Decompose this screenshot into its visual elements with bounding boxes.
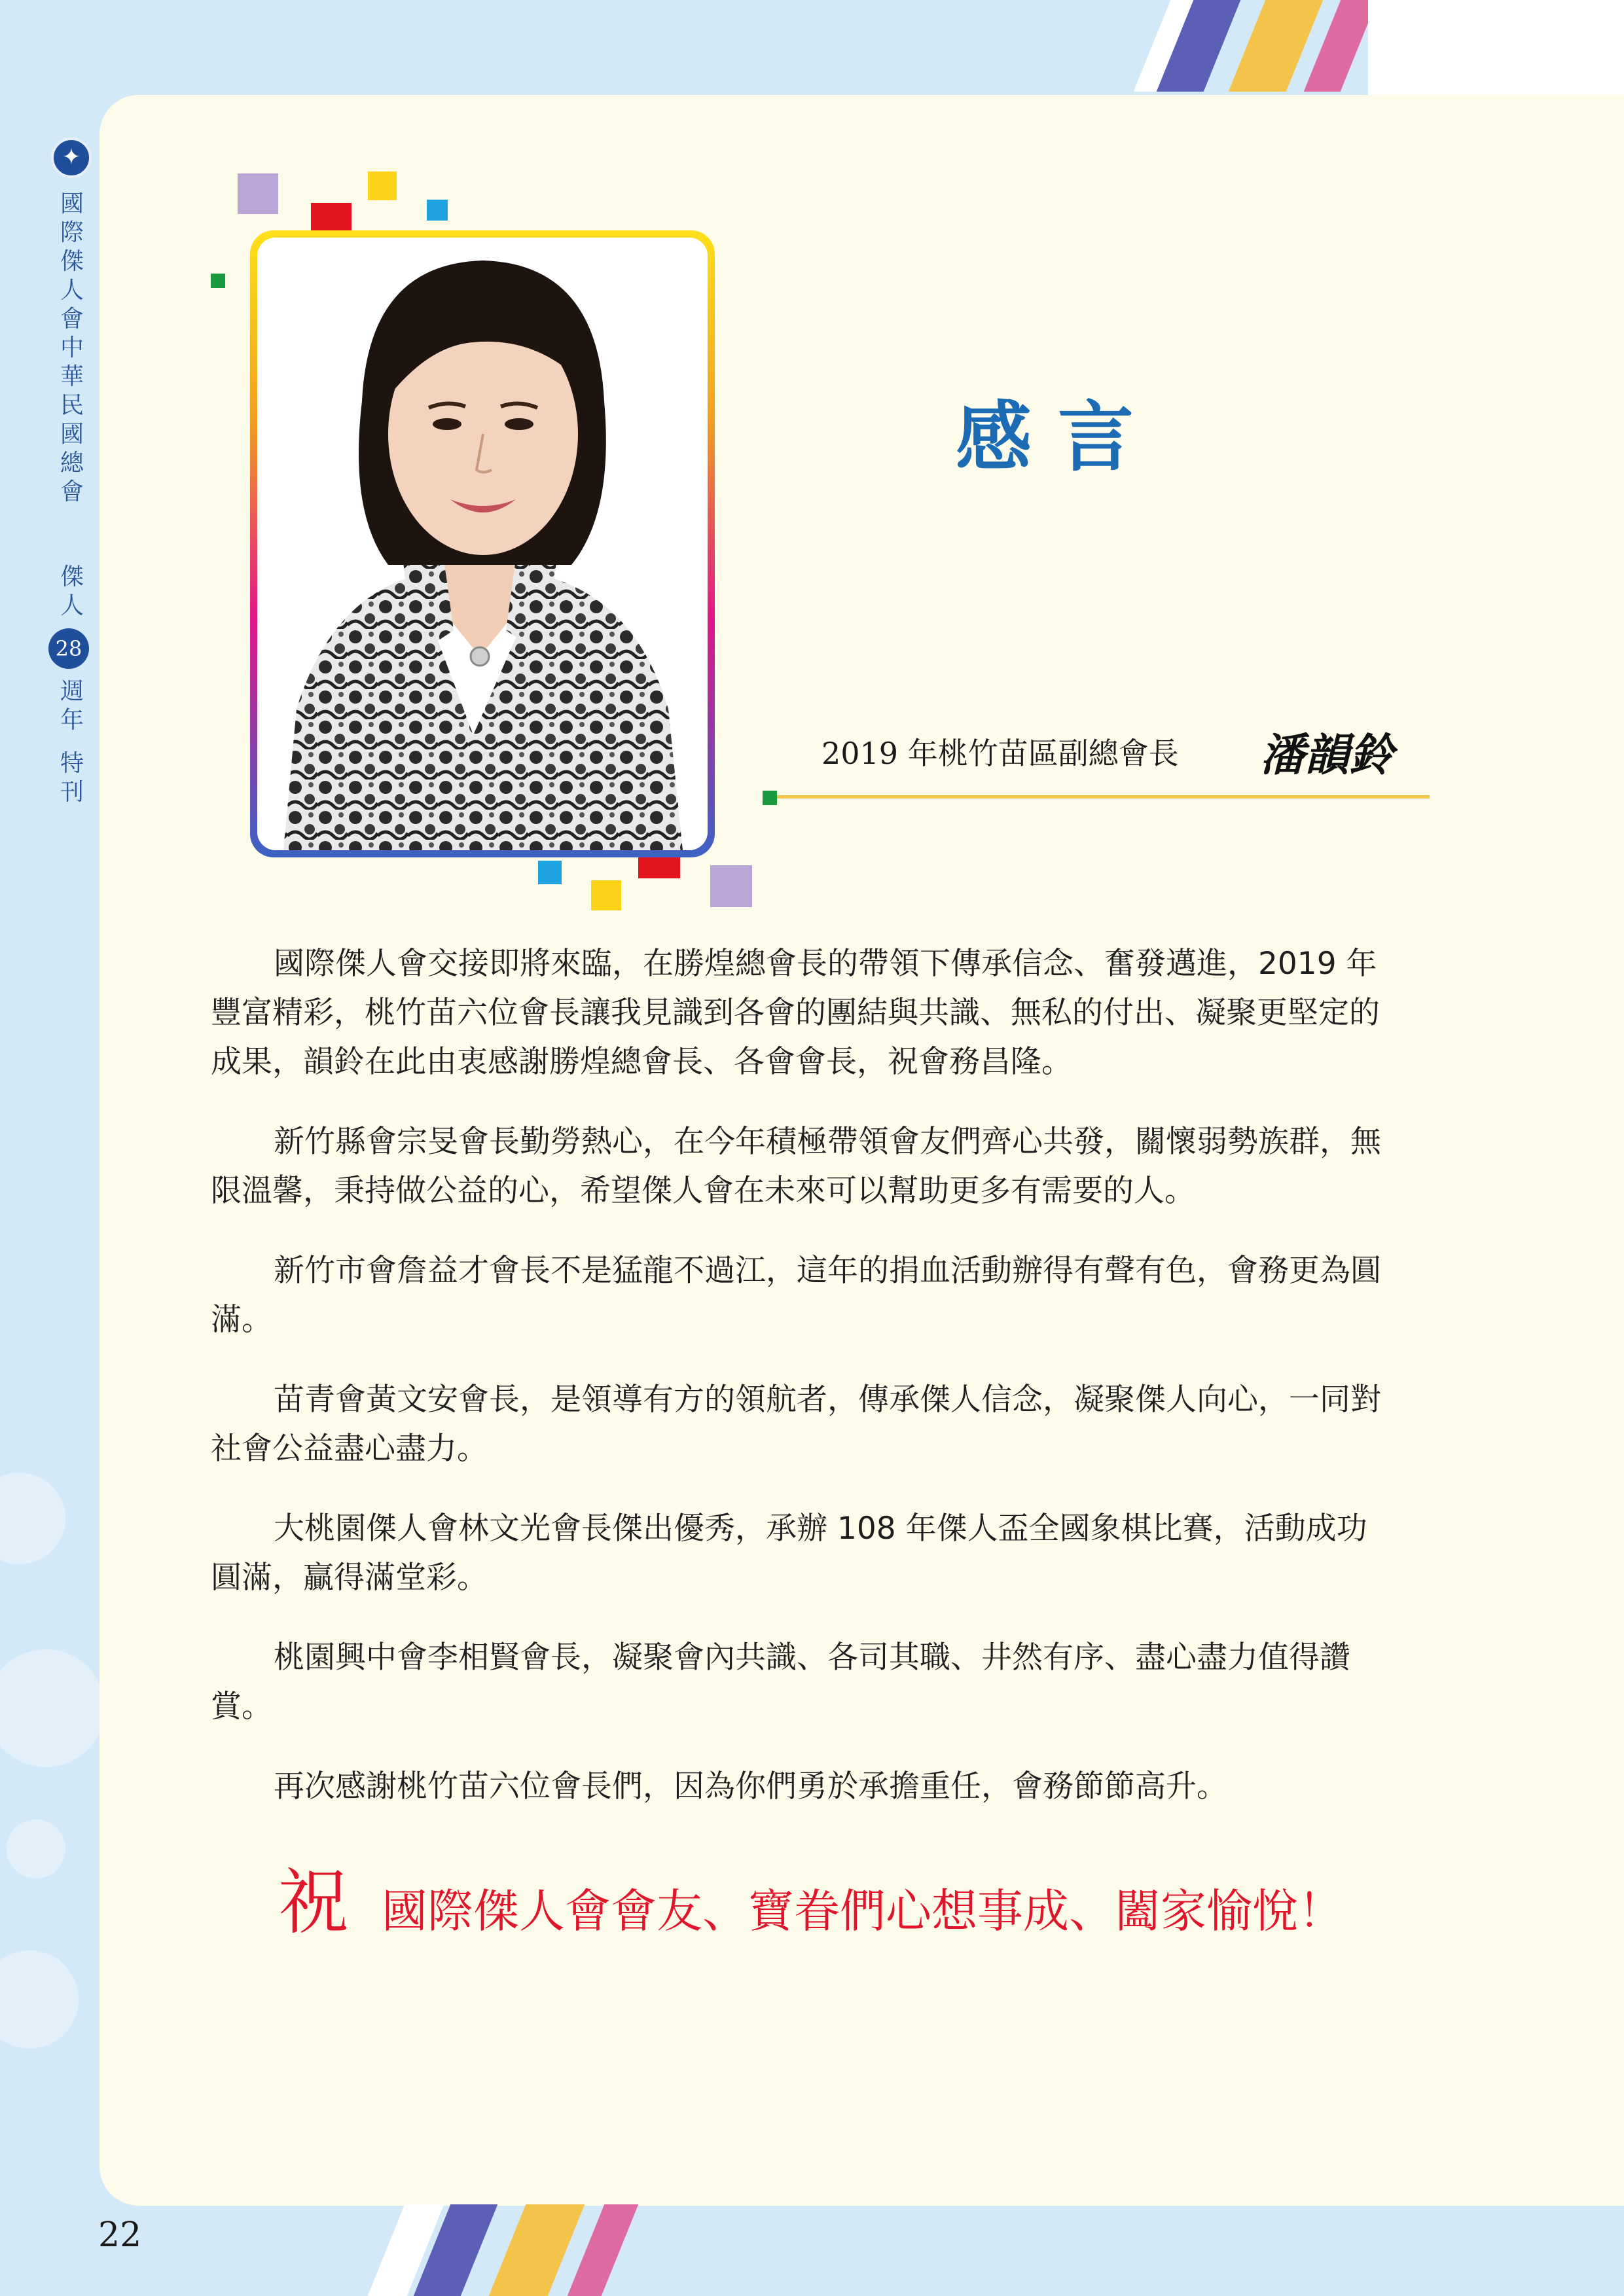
paragraph: 大桃園傑人會林文光會長傑出優秀，承辦 108 年傑人盃全國象棋比賽，活動成功圓滿，贏得滿堂彩。 [211,1511,1367,1596]
anniversary-badge: 28 [48,628,89,669]
portrait-photo [257,238,708,850]
closing-big-char: 祝 [278,1862,350,1944]
top-white-corner [1368,0,1624,95]
background-bubble [0,1473,65,1564]
org-logo-icon: ✦ [51,137,92,178]
portrait-frame [250,230,715,857]
portrait-illustration [257,238,708,850]
background-bubble [0,1950,79,2049]
author-signature: 潘韻鈴 [1260,729,1394,781]
page-title: 感言 [956,393,1160,482]
sidebar-org-name: 國 際 傑 人 會 中 華 民 國 總 會 [60,190,84,505]
confetti-square [211,274,225,288]
paragraph: 新竹市會詹益才會長不是猛龍不過江，這年的捐血活動辦得有聲有色，會務更為圓滿。 [211,1253,1381,1338]
paragraph: 新竹縣會宗旻會長勤勞熱心，在今年積極帶領會友們齊心共發，關懷弱勢族群，無限溫馨，秉持做公益的心，希望傑人會在未來可以幫助更多有需要的人。 [211,1124,1381,1209]
page-number: 22 [98,2215,142,2255]
sidebar-jc-label: 傑 人 [60,564,84,619]
confetti-square [538,861,562,884]
confetti-square [427,200,448,221]
confetti-square [368,171,397,200]
confetti-square [311,203,352,230]
sidebar-edition-label: 週 年 特 刊 [60,678,84,806]
paragraph: 國際傑人會交接即將來臨，在勝煌總會長的帶領下傳承信念、奮發邁進，2019 年豐富精彩，桃竹苗六位會長讓我見識到各會的團結與共識、無私的付出、凝聚更堅定的成果，韻鈴在此由衷感謝勝煌總會長、各會會長，祝會務昌隆。 [211,946,1380,1080]
closing-text: 國際傑人會會友、寶眷們心想事成、闔家愉悅！ [382,1884,1344,1938]
bottom-stripe-yellow [489,2204,585,2296]
paragraph: 再次感謝桃竹苗六位會長們，因為你們勇於承擔重任，會務節節高升。 [274,1768,1227,1804]
byline-rule [767,795,1430,798]
paragraph: 桃園興中會李相賢會長，凝聚會內共識、各司其職、井然有序、盡心盡力值得讚賞。 [211,1640,1350,1725]
closing-wish [278,1846,1344,1947]
rule-accent-square [763,791,777,805]
paragraph: 苗青會黃文安會長，是領導有方的領航者，傳承傑人信念，凝聚傑人向心，一同對社會公益盡心盡力。 [211,1382,1381,1467]
background-bubble [7,1820,65,1878]
confetti-square [710,865,752,907]
confetti-square [638,856,680,878]
background-bubble [0,1649,105,1767]
article-body [211,939,1382,1842]
author-title: 2019 年桃竹苗區副總會長 [821,736,1179,771]
confetti-square [591,880,621,910]
confetti-square [238,173,278,214]
